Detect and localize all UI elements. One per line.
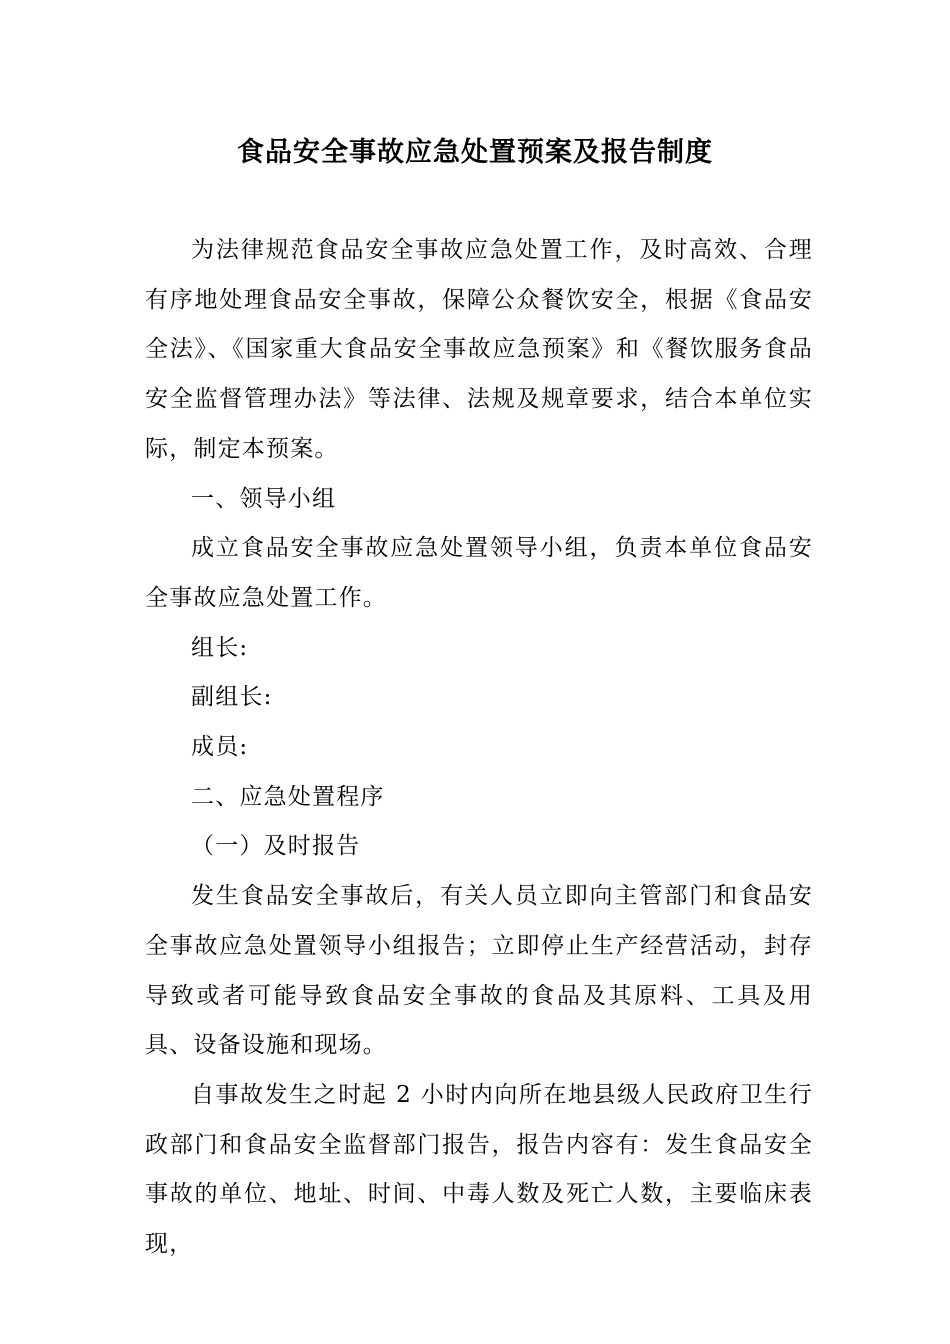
paragraph-intro: 为法律规范食品安全事故应急处置工作，及时高效、合理有序地处理食品安全事故，保障公众餐饮安全，根据《食品安全法》、《国家重大食品安全事故应急预案》和《餐饮服务食品安全监督管理办法》等法律、法规及规章要求，结合本单位实际，制定本预案。 — [145, 237, 813, 462]
paragraph-report-steps: 发生食品安全事故后，有关人员立即向主管部门和食品安全事故应急处置领导小组报告；立即停止生产经营活动，封存导致或者可能导致食品安全事故的食品及其原料、工具及用具、设备设施和现场。 — [145, 883, 813, 1059]
field-deputy-leader: 副组长: — [191, 684, 273, 711]
heading-emergency-procedure: 二、应急处置程序 — [191, 783, 385, 810]
field-members: 成员: — [191, 734, 249, 761]
subheading-timely-report: （一）及时报告 — [191, 833, 361, 860]
document-body — [145, 226, 813, 1270]
field-group-leader: 组长: — [191, 634, 249, 661]
document-title: 食品安全事故应急处置预案及报告制度 — [237, 137, 713, 168]
heading-leadership-group: 一、领导小组 — [191, 485, 337, 512]
paragraph-report-content: 自事故发生之时起 2 小时内向所在地县级人民政府卫生行政部门和食品安全监督部门报告，报告内容有：发生食品安全事故的单位、地址、时间、中毒人数及死亡人数，主要临床表现， — [145, 1081, 813, 1258]
paragraph-leadership-group: 成立食品安全事故应急处置领导小组，负责本单位食品安全事故应急处置工作。 — [145, 535, 813, 611]
